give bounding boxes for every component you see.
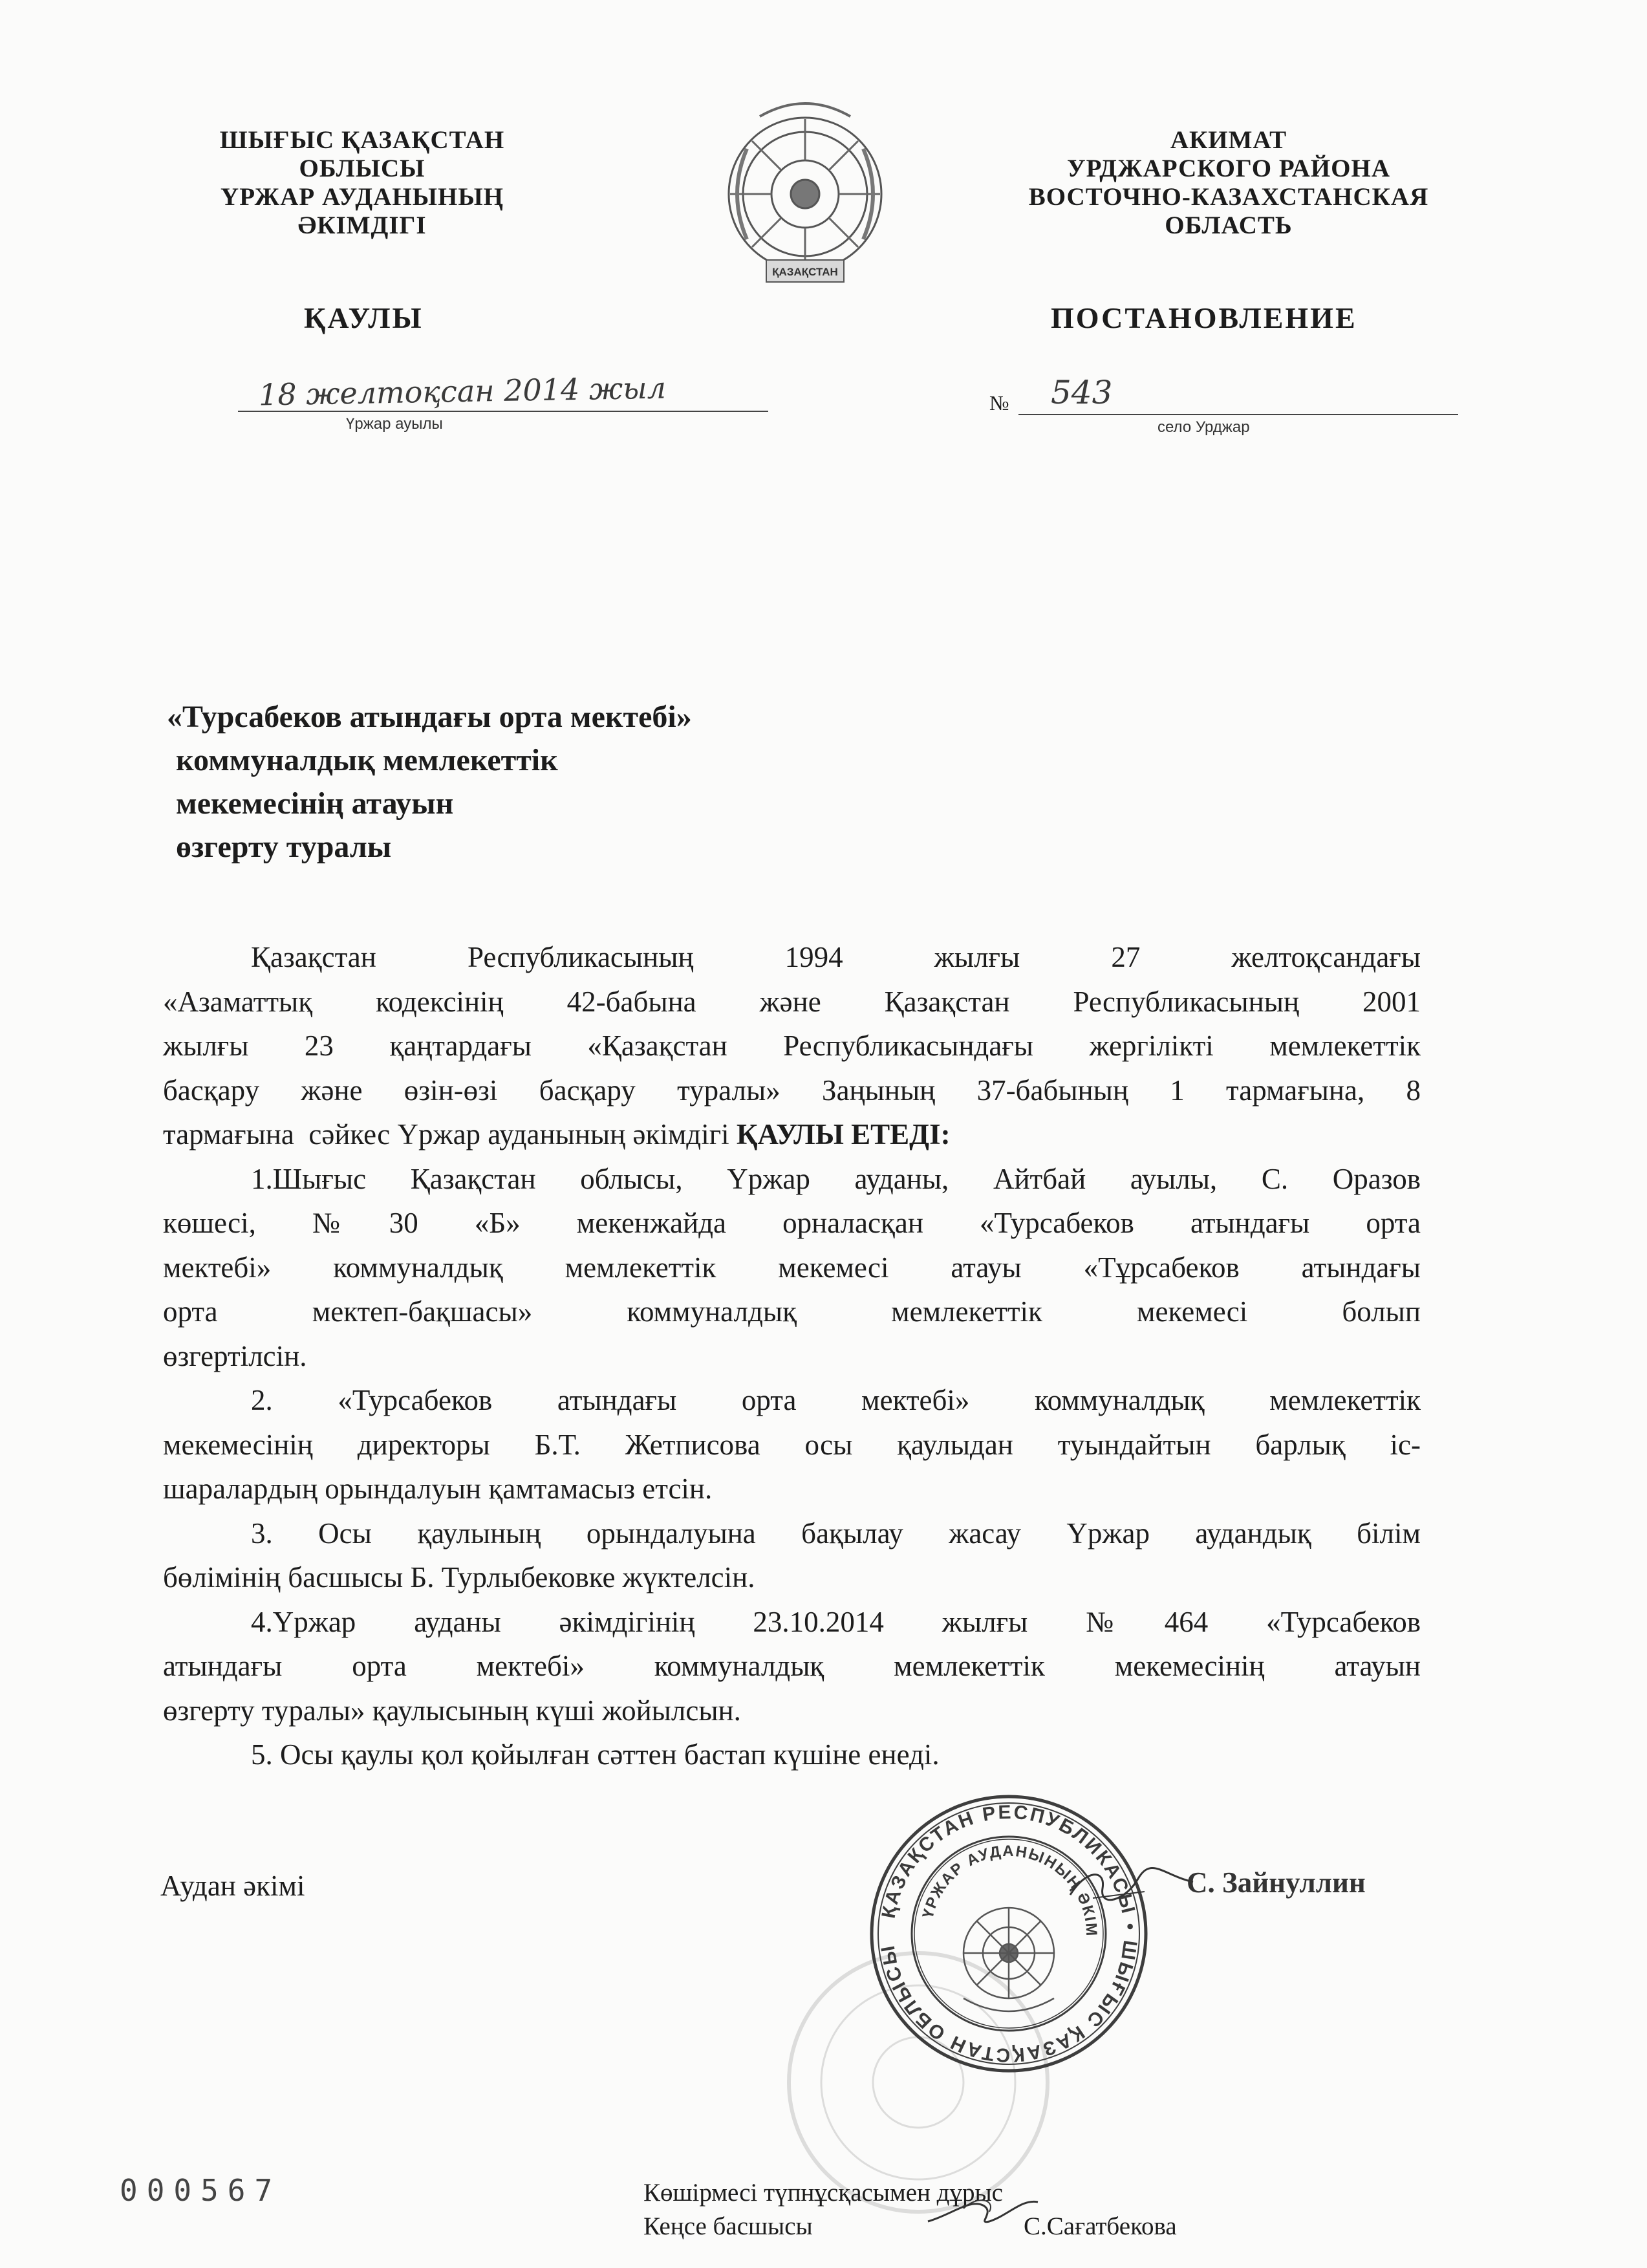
body-line: орта мектеп-бақшасы» коммуналдық мемлекеттік мекемесі болып bbox=[163, 1295, 1421, 1328]
body-line: «Азаматтық кодексінің 42-бабына және Қазақстан Республикасының 2001 bbox=[163, 985, 1421, 1018]
body-line: 5. Осы қаулы қол қойылған сәттен бастап күшіне енеді. bbox=[251, 1738, 940, 1771]
seal-inner-text: ҮРЖАР АУДАНЫНЫҢ ӘКІМ bbox=[919, 1842, 1101, 1938]
body-line: көшесі, №30 «Б» мекенжайда орналасқан «Турсабеков атындағы орта bbox=[163, 1207, 1421, 1239]
official-seal bbox=[867, 1791, 1151, 2076]
number-underline bbox=[1018, 414, 1458, 415]
date-handwritten: 18 желтоқсан 2014 жыл bbox=[258, 370, 667, 413]
date-underline bbox=[238, 411, 768, 412]
header-left-line: ОБЛЫСЫ bbox=[299, 155, 425, 182]
body-line: жылғы 23 қаңтардағы «Қазақстан Республикасындағы жергілікті мемлекеттік bbox=[163, 1030, 1421, 1062]
title-line: мекемесінің атауын bbox=[176, 786, 454, 821]
title-line: өзгерту туралы bbox=[176, 830, 392, 864]
copy-certification: Көшірмесі түпнұсқасымен дұрыс bbox=[643, 2179, 1003, 2207]
body-line: өзгерту туралы» қаулысының күші жойылсын. bbox=[163, 1694, 741, 1727]
body-line: бөлімінің басшысы Б. Турлыбековке жүктелсін. bbox=[163, 1561, 755, 1593]
place-kk: Үржар ауылы bbox=[346, 415, 443, 433]
signature-mark bbox=[1067, 1863, 1196, 1908]
state-emblem bbox=[721, 91, 889, 297]
doc-type-ru: ПОСТАНОВЛЕНИЕ bbox=[1051, 301, 1357, 334]
emblem-text: ҚАЗАҚСТАН bbox=[772, 266, 838, 278]
header-left-line: ШЫҒЫС ҚАЗАҚСТАН bbox=[219, 126, 505, 154]
body-line: басқару және өзін-өзі басқару туралы» Заңының 37-бабының 1 тармағына, 8 bbox=[163, 1074, 1421, 1107]
body-line bbox=[163, 1112, 1421, 1157]
title-line: «Турсабеков атындағы орта мектебі» bbox=[167, 700, 692, 734]
body-line: Қазақстан Республикасының 1994 жылғы 27 желтоқсандағы bbox=[251, 941, 1421, 973]
header-right-line: ВОСТОЧНО-КАЗАХСТАНСКАЯ bbox=[1028, 183, 1429, 211]
number-handwritten: 543 bbox=[1051, 374, 1113, 411]
place-ru: село Урджар bbox=[1157, 418, 1250, 436]
header-right-line: ОБЛАСТЬ bbox=[1165, 211, 1293, 239]
document-title bbox=[167, 695, 1007, 869]
body-line: атындағы орта мектебі» коммуналдық мемлекеттік мекемесінің атауын bbox=[163, 1650, 1421, 1682]
body-line: мектебі» коммуналдық мемлекеттік мекемесі атауы «Тұрсабеков атындағы bbox=[163, 1251, 1421, 1284]
office-head-name: С.Сағатбекова bbox=[1024, 2212, 1177, 2240]
number-sign: № bbox=[989, 391, 1009, 415]
body-line: өзгертілсін. bbox=[163, 1339, 307, 1372]
header-left-line: ҮРЖАР АУДАНЫНЫҢ bbox=[221, 183, 504, 211]
seal-outer-text: ҚАЗАҚСТАН РЕСПУБЛИКАСЫ • ШЫҒЫС ҚАЗАҚСТАН ОБЛЫСЫ bbox=[877, 1801, 1141, 2066]
title-line: коммуналдық мемлекеттік bbox=[176, 743, 558, 777]
signatory-name: С. Зайнуллин bbox=[1187, 1866, 1366, 1899]
doc-type-kk: ҚАУЛЫ bbox=[304, 301, 424, 334]
header-right-line: УРДЖАРСКОГО РАЙОНА bbox=[1066, 155, 1391, 182]
signature-position: Аудан әкімі bbox=[160, 1870, 305, 1902]
body-line: шаралардың орындалуын қамтамасыз етсін. bbox=[163, 1473, 713, 1505]
body-line: 4.Үржар ауданы әкімдігінің 23.10.2014 жылғы №464 «Турсабеков bbox=[251, 1605, 1421, 1638]
resolution-phrase: ҚАУЛЫ ЕТЕДІ: bbox=[736, 1118, 951, 1150]
body-line: 2. «Турсабеков атындағы орта мектебі» коммуналдық мемлекеттік bbox=[251, 1384, 1421, 1416]
header-right-org bbox=[970, 126, 1487, 240]
header-left-org bbox=[194, 126, 530, 240]
header-left-line: ӘКІМДІГІ bbox=[297, 211, 427, 239]
document-body bbox=[163, 935, 1421, 1777]
intro-last-text: тармағына сәйкес Үржар ауданының әкімдігі bbox=[163, 1118, 737, 1150]
body-line: мекемесінің директоры Б.Т. Жетписова осы қаулыдан туындайтын барлық іс- bbox=[163, 1428, 1421, 1461]
office-head-title: Кеңсе басшысы bbox=[643, 2212, 813, 2240]
header-right-line: АКИМАТ bbox=[1170, 126, 1287, 154]
serial-number: 000567 bbox=[120, 2173, 282, 2208]
body-line: 3. Осы қаулының орындалуына бақылау жасау Үржар аудандық білім bbox=[251, 1517, 1421, 1550]
body-line: 1.Шығыс Қазақстан облысы, Үржар ауданы, Айтбай ауылы, С. Оразов bbox=[251, 1162, 1421, 1195]
